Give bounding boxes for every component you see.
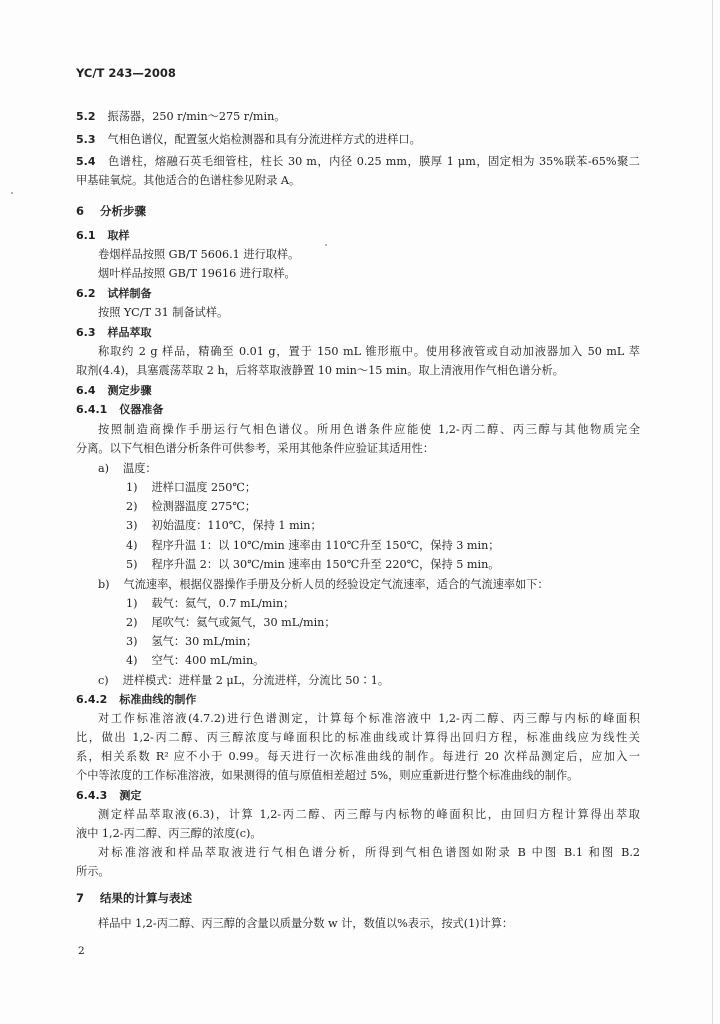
text-6-1-b: 烟叶样品按照 GB/T 19616 进行取样。 bbox=[98, 267, 296, 280]
text-6-4-3-a: 测定样品萃取液(6.3)，计算 1,2-丙二醇、丙三醇与内标物的峰面积比，由回归方程计算得出萃取 bbox=[98, 808, 640, 821]
heading-6-4-3: 6.4.3 测定 bbox=[76, 789, 142, 802]
text-6-4-1-b: 分离。以下气相色谱分析条件可供参考，采用其他条件应验证其适用性： bbox=[76, 442, 435, 455]
heading-6-4-2: 6.4.2 标准曲线的制作 bbox=[76, 693, 197, 706]
text-6-1-a: 卷烟样品按照 GB/T 5606.1 进行取样。 bbox=[98, 248, 300, 261]
list-item-a: a) 温度： bbox=[98, 462, 157, 475]
text-6-2: 按照 YC/T 31 制备试样。 bbox=[98, 306, 229, 319]
list-item-c: c) 进样模式：进样量 2 μL，分流进样，分流比 50∶1。 bbox=[98, 674, 390, 687]
text-6-4-1-a: 按照制造商操作手册运行气相色谱仪。所用色谱条件应能使 1,2-丙二醇、丙三醇与其他物质完全 bbox=[98, 423, 640, 436]
text-6-4-3-b: 液中 1,2-丙二醇、丙三醇的浓度(c)。 bbox=[76, 827, 262, 840]
heading-6-3: 6.3 样品萃取 bbox=[76, 326, 152, 339]
list-item-b-4: 4) 空气：400 mL/min。 bbox=[126, 654, 265, 667]
clause-5-4-cont: 甲基硅氧烷。其他适合的色谱柱参见附录 A。 bbox=[76, 174, 301, 187]
clause-5-3: 5.3 气相色谱仪，配置氢火焰检测器和具有分流进样方式的进样口。 bbox=[76, 133, 421, 146]
heading-6-4-1: 6.4.1 仪器准备 bbox=[76, 403, 164, 416]
list-item-b-1: 1) 载气：氦气，0.7 mL/min； bbox=[126, 597, 295, 610]
list-item-b: b) 气流速率，根据仪器操作手册及分析人员的经验设定气流速率，适合的气流速率如下： bbox=[98, 578, 549, 591]
section-7-heading: 7 结果的计算与表述 bbox=[76, 891, 193, 905]
heading-6-2: 6.2 试样制备 bbox=[76, 287, 152, 300]
heading-6-4: 6.4 测定步骤 bbox=[76, 384, 152, 397]
clause-5-2: 5.2 振荡器，250 r/min～275 r/min。 bbox=[76, 110, 286, 123]
list-item-a-5: 5) 程序升温 2：以 30℃/min 速率由 150℃升至 220℃，保持 5 min。 bbox=[126, 558, 500, 571]
scan-speck bbox=[325, 244, 327, 246]
list-item-b-2: 2) 尾吹气：氦气或氮气，30 mL/min； bbox=[126, 616, 336, 629]
text-6-4-2-d: 个中等浓度的工作标准溶液，如果测得的值与原值相差超过 5%，则应重新进行整个标准曲线的制作。 bbox=[76, 769, 579, 782]
text-6-4-2-c: 系，相关系数 R² 应不小于 0.99。每天进行一次标准曲线的制作。每进行 20 次样品测定后，应加入一 bbox=[76, 750, 640, 763]
page-number: 2 bbox=[78, 945, 85, 957]
list-item-a-3: 3) 初始温度：110℃，保持 1 min； bbox=[126, 519, 322, 532]
scan-speck bbox=[11, 192, 13, 194]
section-6-heading: 6 分析步骤 bbox=[76, 204, 147, 218]
scan-edge-line bbox=[712, 0, 713, 1024]
list-item-a-2: 2) 检测器温度 275℃； bbox=[126, 500, 257, 513]
clause-5-4: 5.4 色谱柱，熔融石英毛细管柱，柱长 30 m，内径 0.25 mm，膜厚 1 μm，固定相为 35%联苯-65%聚二 bbox=[76, 155, 640, 168]
text-7: 样品中 1,2-丙二醇、丙三醇的含量以质量分数 w 计，数值以%表示，按式(1)计算： bbox=[98, 917, 514, 930]
text-6-4-2-a: 对工作标准溶液(4.7.2)进行色谱测定，计算每个标准溶液中 1,2-丙二醇、丙三醇与内标的峰面积 bbox=[98, 712, 640, 725]
text-6-3-a: 称取约 2 g 样品，精确至 0.01 g，置于 150 mL 锥形瓶中。使用移液管或自动加液器加入 50 mL 萃 bbox=[98, 345, 640, 358]
text-6-4-3-d: 所示。 bbox=[76, 865, 110, 878]
document-header: YC/T 243—2008 bbox=[76, 66, 176, 80]
list-item-b-3: 3) 氢气：30 mL/min； bbox=[126, 635, 258, 648]
text-6-4-2-b: 比，做出 1,2-丙二醇、丙三醇浓度与峰面积比的标准曲线或计算得出回归方程，标准曲线应为线性关 bbox=[76, 731, 640, 744]
list-item-a-1: 1) 进样口温度 250℃； bbox=[126, 481, 257, 494]
text-6-3-b: 取剂(4.4)，具塞震荡萃取 2 h，后将萃取液静置 10 min～15 min。取上清液用作气相色谱分析。 bbox=[76, 364, 564, 377]
list-item-a-4: 4) 程序升温 1：以 10℃/min 速率由 110℃升至 150℃，保持 3 min； bbox=[126, 539, 500, 552]
text-6-4-3-c: 对标准溶液和样品萃取液进行气相色谱分析，所得到气相色谱图如附录 B 中图 B.1 和图 B.2 bbox=[98, 846, 640, 859]
heading-6-1: 6.1 取样 bbox=[76, 229, 130, 242]
